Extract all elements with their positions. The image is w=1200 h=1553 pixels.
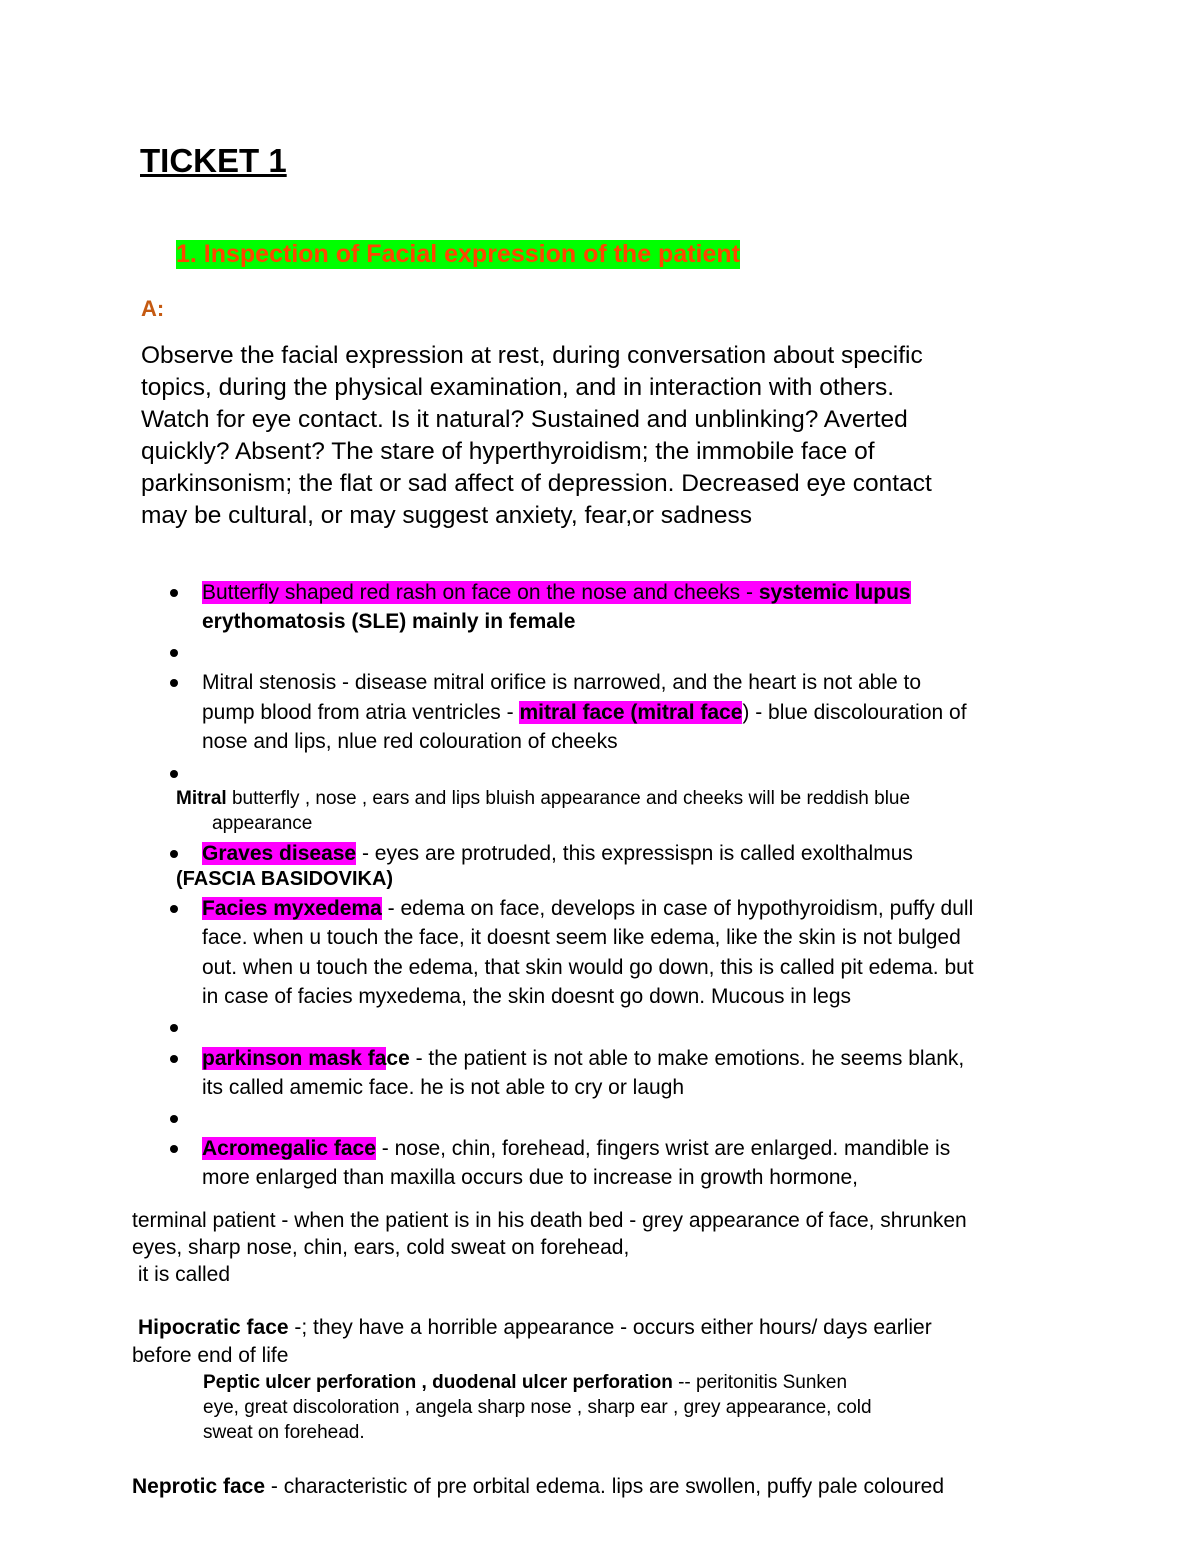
- question-heading: 1. Inspection of Facial expression of the patient: [176, 240, 741, 268]
- hipocratic-text: -; they have a horrible appearance - occurs either hours/ days earlier: [288, 1316, 932, 1339]
- intro-line-6: may be cultural, or may suggest anxiety, fear,or sadness: [141, 502, 752, 529]
- mitral-note-term: Mitral: [176, 788, 227, 809]
- intro-line-3: Watch for eye contact. Is it natural? Sustained and unblinking? Averted: [141, 406, 908, 433]
- parkinson-line-1: [202, 1044, 964, 1074]
- graves-text: - eyes are protruded, this expressispn is called exolthalmus: [356, 842, 913, 865]
- sle-term: systemic lupus: [758, 581, 911, 604]
- graves-line: [202, 839, 913, 869]
- mitral-face-term: mitral face (mitral face: [519, 701, 743, 724]
- mitral-note-line-2: appearance: [212, 813, 313, 834]
- parkinson-term-rest: ce: [386, 1047, 410, 1070]
- bullet-icon: [170, 1024, 178, 1032]
- sle-text: [202, 581, 911, 604]
- hipocratic-line-2: before end of life: [132, 1344, 289, 1367]
- bullet-icon: [170, 770, 178, 778]
- mitral-line-2-post: ) - blue discolouration of: [742, 701, 967, 724]
- myxedema-term: Facies myxedema: [202, 897, 382, 920]
- intro-line-4: quickly? Absent? The stare of hyperthyroidism; the immobile face of: [141, 438, 875, 465]
- acromegaly-text: - nose, chin, forehead, fingers wrist are enlarged. mandible is: [375, 1137, 951, 1160]
- answer-label: A:: [141, 296, 165, 321]
- peptic-line-1: [203, 1372, 847, 1394]
- peptic-text: -- peritonitis Sunken: [672, 1372, 848, 1393]
- mitral-line-2: [202, 698, 967, 728]
- terminal-line-3: it is called: [132, 1263, 231, 1286]
- terminal-line-1: terminal patient - when the patient is in his death bed - grey appearance of face, shrunken: [132, 1209, 967, 1232]
- graves-term: Graves disease: [202, 842, 357, 865]
- myxedema-line-1: [202, 894, 973, 924]
- mitral-line-1: Mitral stenosis - disease mitral orifice is narrowed, and the heart is not able to: [202, 671, 921, 694]
- intro-line-1: Observe the facial expression at rest, during conversation about specific: [141, 342, 923, 369]
- bullet-icon: [170, 1145, 178, 1153]
- mitral-note: [176, 788, 910, 810]
- myxedema-line-2: face. when u touch the face, it doesnt seem like edema, like the skin is not bulged: [202, 926, 961, 949]
- hipocratic-line-1: [138, 1316, 932, 1340]
- parkinson-term: parkinson mask fa: [202, 1047, 387, 1070]
- bullet-icon: [170, 850, 178, 858]
- terminal-line-2: eyes, sharp nose, chin, ears, cold sweat on forehead,: [132, 1236, 630, 1259]
- peptic-term: Peptic ulcer perforation , duodenal ulcer perforation: [203, 1372, 673, 1393]
- peptic-line-3: sweat on forehead.: [203, 1422, 365, 1443]
- nephrotic-term: Neprotic face: [132, 1475, 266, 1498]
- parkinson-line-2: its called amemic face. he is not able to cry or laugh: [202, 1076, 685, 1099]
- nephrotic-text: - characteristic of pre orbital edema. lips are swollen, puffy pale coloured: [265, 1475, 944, 1498]
- myxedema-text: - edema on face, develops in case of hypothyroidism, puffy dull: [381, 897, 974, 920]
- acromegaly-line-1: [202, 1134, 950, 1164]
- intro-line-2: topics, during the physical examination, and in interaction with others.: [141, 374, 895, 401]
- intro-line-5: parkinsonism; the flat or sad affect of depression. Decreased eye contact: [141, 470, 932, 497]
- page-title: TICKET 1: [140, 142, 287, 179]
- mitral-note-text: butterfly , nose , ears and lips bluish appearance and cheeks will be reddish blue: [226, 788, 911, 809]
- bullet-icon: [170, 905, 178, 913]
- bullet-icon: [170, 649, 178, 657]
- nephrotic-line: [132, 1475, 944, 1499]
- graves-note: (FASCIA BASIDOVIKA): [176, 868, 394, 890]
- myxedema-line-3: out. when u touch the edema, that skin would go down, this is called pit edema. but: [202, 956, 974, 979]
- bullet-icon: [170, 679, 178, 687]
- bullet-icon: [170, 1115, 178, 1123]
- bullet-icon: [170, 1055, 178, 1063]
- peptic-line-2: eye, great discoloration , angela sharp nose , sharp ear , grey appearance, cold: [203, 1397, 872, 1418]
- myxedema-line-4: in case of facies myxedema, the skin doesnt go down. Mucous in legs: [202, 985, 852, 1008]
- sle-line-2: erythomatosis (SLE) mainly in female: [202, 610, 576, 633]
- acromegaly-line-2: more enlarged than maxilla occurs due to increase in growth hormone,: [202, 1166, 859, 1189]
- sle-line-1: [202, 578, 911, 608]
- acromegaly-term: Acromegalic face: [202, 1137, 376, 1160]
- bullet-icon: [170, 589, 178, 597]
- mitral-line-2-pre: pump blood from atria ventricles -: [202, 701, 520, 724]
- mitral-line-3: nose and lips, nlue red colouration of cheeks: [202, 730, 618, 753]
- sle-description: Butterfly shaped red rash on face on the nose and cheeks -: [202, 581, 759, 604]
- parkinson-text: - the patient is not able to make emotions. he seems blank,: [409, 1047, 965, 1070]
- hipocratic-term: Hipocratic face: [138, 1316, 289, 1339]
